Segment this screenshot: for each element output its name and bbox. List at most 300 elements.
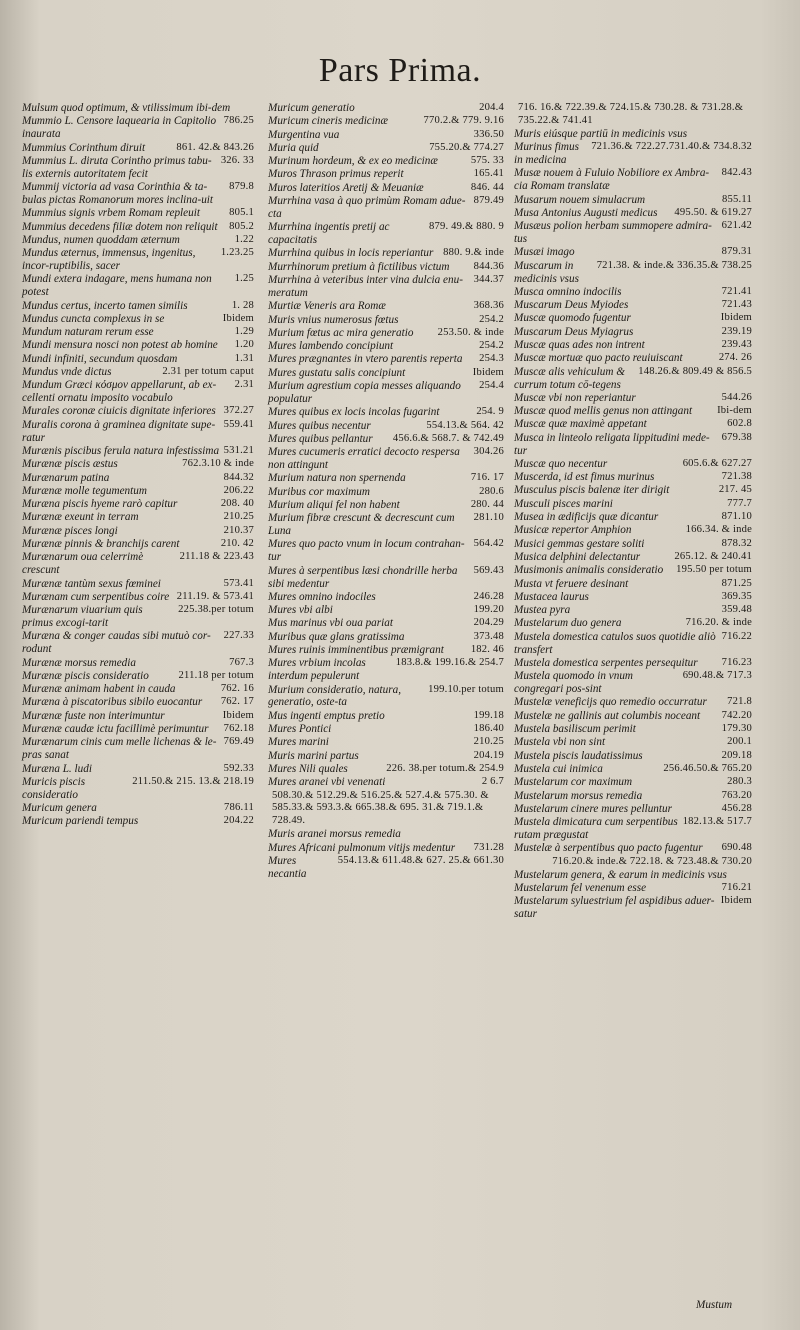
index-entry-reference: 1.22 — [234, 233, 254, 245]
page-title: Pars Prima. — [318, 52, 482, 89]
index-entry — [268, 644, 504, 657]
index-entry-reference: 721.36.& 722.27.731.40.& 734.8.32 — [591, 141, 752, 153]
index-entry — [514, 299, 752, 312]
index-entry-text: Murænarum cinis cum melle lichenas & le-pras sanat — [22, 736, 217, 762]
index-entry — [268, 486, 504, 499]
index-entry — [22, 247, 254, 273]
index-entry-reference: Ibidem — [222, 709, 254, 721]
index-entry-reference: 879.49 — [473, 195, 504, 207]
index-entry — [22, 353, 254, 366]
index-entry — [514, 432, 752, 458]
index-entry-text: Musca omnino indocilis — [514, 285, 622, 298]
index-entry-reference: 456.6.& 568.7. & 742.49 — [392, 432, 504, 444]
index-entry-text: Muscarum Deus Myiagrus — [514, 325, 634, 338]
index-entry — [514, 763, 752, 776]
index-entry — [514, 246, 752, 259]
index-entry-text: Murænis piscibus ferula natura infestissima — [22, 444, 220, 457]
index-entry-text: Musculus piscis balenæ iter dirigit — [514, 484, 670, 497]
index-entry-text: Muricum genera — [22, 802, 97, 815]
index-entry-text: Mundum naturam rerum esse — [22, 326, 154, 339]
index-entry — [22, 776, 254, 802]
index-entry-text: Mustela piscis laudatissimus — [514, 749, 643, 762]
index-entry-text: Mundus cuncta complexus in se — [22, 312, 165, 325]
index-entry — [22, 339, 254, 352]
index-entry-text: Mustelarum duo genera — [514, 617, 622, 630]
index-entry — [22, 273, 254, 299]
index-entry-reference: 204.22 — [223, 815, 254, 827]
index-entry-reference: 253.50. & inde — [437, 326, 504, 338]
index-entry-reference: 199.10.per totum — [428, 683, 504, 695]
index-entry — [514, 882, 752, 895]
index-entry-text: Musæus polion herbam summopere admira-tus — [514, 220, 712, 246]
index-entry — [514, 352, 752, 365]
index-entry — [514, 736, 752, 749]
index-entry — [22, 498, 254, 511]
index-entry-text: Mures gustatu salis concipiunt — [268, 366, 406, 379]
index-column-1 — [22, 102, 254, 829]
index-entry-text: Murgentina vua — [268, 128, 340, 141]
index-entry — [268, 790, 504, 842]
index-entry-text: Musea in ædificijs quæ dicantur — [514, 511, 659, 524]
index-entry-text: Muralis corona à graminea dignitate supe-ratur — [22, 418, 216, 444]
index-entry — [22, 802, 254, 815]
index-entry-text: Muscarum Deus Myiodes — [514, 299, 629, 312]
index-entry-text: Mundi mensura nosci non potest ab homine — [22, 339, 218, 352]
index-entry-text: Murium fibræ crescunt & decrescunt cum Luna — [268, 512, 455, 538]
index-entry — [22, 221, 254, 234]
index-entry-reference: 166.34. & inde — [685, 524, 752, 536]
index-entry-text: Murænæ piscis consideratio — [22, 669, 149, 682]
index-entry-reference: 716. 16.& 722.39.& 724.15.& 730.28. & 731.28.& 735.22.& 741.41 — [518, 102, 744, 126]
index-entry — [22, 142, 254, 155]
index-entry-reference: 679.38 — [721, 431, 752, 443]
index-entry — [22, 181, 254, 207]
index-entry-text: Murænæ pinnis & branchijs carent — [22, 538, 180, 551]
index-entry-text: Mures ruinis imminentibus præmigrant — [268, 644, 444, 657]
index-entry-reference: 211.18 per totum — [178, 669, 254, 681]
index-entry — [514, 312, 752, 325]
index-entry — [268, 221, 504, 247]
index-entry — [514, 511, 752, 524]
index-entry-text: Mundus æternus, immensus, ingenitus, incor-ruptibilis, sacer — [22, 247, 196, 272]
index-entry — [514, 591, 752, 604]
index-entry-text: Mummio L. Censore laquearia in Capitolio inaurata — [22, 115, 217, 141]
index-entry — [22, 458, 254, 471]
index-entry-reference: 573.41 — [223, 577, 254, 589]
index-entry-text: Murium agrestium copia messes aliquando populatur — [268, 380, 461, 405]
index-entry — [22, 683, 254, 696]
index-entry-text: Murinus fimus in medicina — [514, 141, 579, 167]
index-entry-reference: 227.33 — [223, 630, 254, 642]
index-entry-text: Musa Antonius Augusti medicus — [514, 206, 658, 219]
index-entry-reference: 777.7 — [727, 497, 752, 509]
index-entry — [268, 723, 504, 736]
index-entry — [22, 102, 254, 115]
index-entry — [514, 458, 752, 471]
index-entry — [22, 313, 254, 326]
index-entry-text: Mures vrbium incolas interdum pepulerunt — [268, 657, 366, 683]
index-entry-text: Mustelarum morsus remedia — [514, 789, 643, 802]
index-entry-text: Muscarum in medicinis vsus — [514, 259, 579, 285]
index-entry — [268, 155, 504, 168]
index-entry-reference: 280. 44 — [470, 498, 504, 510]
index-entry-reference: 265.12. & 240.41 — [674, 550, 752, 562]
index-entry-text: Musicæ repertor Amphion — [514, 524, 632, 537]
index-entry-text: Muribus cor maximum — [268, 485, 370, 498]
index-entry — [268, 763, 504, 776]
index-entry-reference: 770.2.& 779. 9.16 — [423, 115, 504, 127]
index-entry — [268, 538, 504, 564]
index-entry — [22, 115, 254, 141]
index-entry-reference: 246.28 — [473, 590, 504, 602]
index-entry-text: Mustelæ ne gallinis aut columbis noceant — [514, 709, 701, 722]
index-entry-text: Murales coronæ ciuicis dignitate inferiores — [22, 405, 216, 418]
index-entry-reference: 880. 9.& inde — [443, 247, 504, 259]
index-entry-reference: Ibidem — [720, 895, 752, 907]
index-entry — [514, 220, 752, 246]
index-entry — [514, 194, 752, 207]
index-entry-text: Muscæ quæ maximè appetant — [514, 418, 647, 431]
index-entry-reference: 210.37 — [223, 524, 254, 536]
index-entry-reference: 879.31 — [721, 246, 752, 258]
index-entry-text: Muris marini partus — [268, 749, 359, 762]
index-entry — [268, 591, 504, 604]
index-entry-reference: 871.25 — [721, 577, 752, 589]
index-entry-text: Muricum cineris medicinæ — [268, 115, 388, 128]
index-entry-text: Mummius Corinthum diruit — [22, 141, 146, 154]
index-entry-reference: 254.2 — [479, 340, 504, 352]
index-entry — [268, 340, 504, 353]
index-entry — [514, 286, 752, 299]
index-entry-reference: 508.30.& 512.29.& 516.25.& 527.4.& 575.30. & 585.33.& 593.3.& 665.38.& 695. 31.& 719.1.& 728.49. — [272, 789, 489, 827]
index-entry — [514, 471, 752, 484]
index-entry-text: Murænæ piscis æstus — [22, 458, 118, 471]
index-entry-reference: 805.2 — [229, 220, 254, 232]
index-entry-reference: 721.8 — [727, 696, 752, 708]
index-entry — [268, 472, 504, 485]
index-entry-text: Murænarum oua celerrimè crescunt — [22, 551, 144, 577]
index-entry — [22, 300, 254, 313]
index-entry-reference: 879.8 — [229, 181, 254, 192]
index-entry-text: Mustela vbi non sint — [514, 736, 606, 749]
index-entry-text: Mures vbi albi — [268, 604, 333, 617]
index-entry — [22, 379, 254, 405]
index-entry-text: Mures quibus ex locis incolas fugarint — [268, 406, 440, 419]
index-entry-reference: 592.33 — [223, 762, 254, 774]
index-entry-text: Murænæ fuste non interimuntur — [22, 709, 165, 722]
index-entry — [268, 300, 504, 313]
index-entry-text: Mustelæ à serpentibus quo pacto fugentur — [514, 842, 703, 855]
index-entry-reference: 1.25 — [234, 273, 254, 285]
index-entry-text: Musici gemmas gestare soliti — [514, 537, 645, 550]
index-entry-text: Murium fœtus ac mira generatio — [268, 326, 414, 339]
index-entry-text: Muricum generatio — [268, 102, 355, 114]
index-entry-text: Muris eiúsque partiū in medicinis vsus — [514, 127, 688, 140]
index-entry — [268, 776, 504, 789]
index-entry-reference: 844.32 — [223, 471, 254, 483]
index-entry-text: Mummius L. diruta Corintho primus tabu-lis externis autoritatem fecit — [22, 154, 212, 180]
index-entry — [22, 538, 254, 551]
index-entry — [22, 551, 254, 577]
index-entry-reference: 206.22 — [223, 484, 254, 496]
index-entry-text: Murænæ caudæ ictu facillimè perimuntur — [22, 723, 209, 736]
index-entry-text: Mures quo pacto vnum in locum contrahan-tur — [268, 538, 465, 564]
index-entry — [514, 696, 752, 709]
index-entry-text: Muscæ quomodo fugentur — [514, 312, 631, 325]
index-entry-text: Mustacea laurus — [514, 590, 589, 603]
index-entry-reference: 786.25 — [223, 115, 254, 127]
index-entry-reference: 762. 17 — [220, 696, 254, 708]
index-entry-reference: 211.50.& 215. 13.& 218.19 — [132, 775, 254, 787]
index-entry — [268, 274, 504, 300]
index-entry-text: Musculi pisces marini — [514, 497, 613, 510]
index-entry — [22, 525, 254, 538]
index-entry-reference: 226. 38.per totum.& 254.9 — [386, 762, 504, 774]
index-entry-text: Mustela dimicatura cum serpentibus rutam prægustat — [514, 816, 678, 842]
index-entry — [268, 406, 504, 419]
index-entry-reference: 621.42 — [721, 220, 752, 232]
index-entry-text: Murænarum viuarium quis primus excogi-tarit — [22, 604, 143, 630]
index-entry — [514, 484, 752, 497]
index-entry-reference: 495.50. & 619.27 — [674, 206, 752, 218]
index-entry-text: Mundus, numen quoddam æternum — [22, 233, 180, 246]
index-entry — [22, 630, 254, 656]
index-entry-reference: 1.23.25 — [220, 247, 254, 259]
index-entry-reference: 554.13.& 611.48.& 627. 25.& 661.30 — [337, 854, 504, 866]
index-entry-text: Muræna & conger caudas sibi mutuò cor-rodunt — [22, 630, 211, 656]
index-entry — [514, 578, 752, 591]
index-entry-reference: 721.38. & inde.& 336.35.& 738.25 — [596, 259, 752, 271]
index-entry-text: Mures Nili quales — [268, 762, 348, 775]
index-entry-text: Muræna à piscatoribus sibilo euocantur — [22, 696, 203, 709]
index-entry — [22, 511, 254, 524]
index-entry-text: Mures cucumeris erratici decocto respersa non attingunt — [268, 446, 460, 472]
index-entry-text: Mummius decedens filiæ dotem non reliquit — [22, 220, 218, 233]
index-entry-text: Muscæ vbi non reperiantur — [514, 391, 636, 404]
index-entry-reference: 544.26 — [721, 391, 752, 403]
index-entry-reference: 731.28 — [473, 841, 504, 853]
index-entry-text: Murænæ morsus remedia — [22, 656, 136, 669]
index-entry-text: Muscæ alis vehiculum & currum totum cō-tegens — [514, 365, 625, 391]
index-entry-reference: 204.4 — [479, 102, 504, 113]
index-entry-text: Mustelarum cinere mures pelluntur — [514, 802, 672, 815]
index-entry-text: Muros lateritios Aretij & Meuaniæ — [268, 181, 424, 194]
index-entry-text: Murænarum patina — [22, 471, 110, 484]
index-entry — [268, 736, 504, 749]
index-entry-reference: 344.37 — [473, 274, 504, 286]
index-entry-text: Muricis piscis consideratio — [22, 775, 86, 801]
index-entry-reference: 326. 33 — [220, 154, 254, 166]
index-entry — [514, 366, 752, 392]
index-entry-text: Murrhina vasa à quo primùm Romam adue-cta — [268, 195, 466, 220]
index-entry-reference: 359.48 — [721, 604, 752, 616]
index-entry-reference: 786.11 — [224, 802, 254, 814]
index-entry-reference: Ibidem — [222, 312, 254, 324]
index-entry-reference: 1.31 — [234, 352, 254, 364]
index-entry-text: Mures quibus pellantur — [268, 432, 373, 445]
index-entry-text: Murrhinorum pretium à fictilibus victum — [268, 260, 450, 273]
index-entry-reference: 373.48 — [473, 630, 504, 642]
index-entry-text: Mustelarum fel venenum esse — [514, 881, 647, 894]
index-entry — [268, 710, 504, 723]
index-entry — [514, 816, 752, 842]
index-entry-reference: Ibidem — [472, 366, 504, 378]
index-entry-text: Murium aliqui fel non habent — [268, 498, 400, 511]
index-entry — [268, 499, 504, 512]
index-entry — [22, 155, 254, 181]
index-entry-text: Musimonis animalis consideratio — [514, 564, 664, 577]
index-entry-reference: 217. 45 — [718, 484, 752, 496]
index-entry — [514, 141, 752, 167]
index-entry — [514, 723, 752, 736]
index-entry-reference: 2.31 — [234, 379, 254, 391]
index-entry-reference: 200.1 — [727, 736, 752, 748]
index-entry-reference: 195.50 per totum — [676, 564, 752, 576]
index-entry-reference: 254.4 — [479, 380, 504, 392]
index-entry-text: Muribus quæ glans gratissima — [268, 630, 405, 643]
index-entry — [514, 551, 752, 564]
index-entry — [22, 815, 254, 828]
index-entry-reference: 256.46.50.& 765.20 — [663, 762, 752, 774]
index-column-3 — [514, 102, 752, 921]
index-entry-text: Mures Pontici — [268, 723, 332, 736]
index-entry-text: Mundus vnde dictus — [22, 365, 112, 378]
catchword: Mustum — [696, 1299, 733, 1311]
index-entry-reference: 211.18 & 223.43 — [179, 551, 254, 563]
index-entry-text: Muscerda, id est fimus murinus — [514, 471, 655, 484]
index-entry — [268, 617, 504, 630]
index-entry — [22, 405, 254, 418]
index-entry-reference: 861. 42.& 843.26 — [176, 141, 254, 153]
index-entry — [268, 842, 504, 855]
index-entry-reference: 716.21 — [721, 881, 752, 893]
index-entry-text: Murium natura non spernenda — [268, 472, 406, 485]
index-entry-reference: 855.11 — [722, 193, 752, 205]
index-entry — [514, 710, 752, 723]
index-entry-text: Murænæ animam habent in cauda — [22, 683, 176, 696]
index-entry-text: Mustela domestica catulos suos quotidie aliò transfert — [514, 630, 716, 656]
index-entry-text: Mustelæ veneficijs quo remedio occurratur — [514, 696, 707, 709]
index-entry-text: Mures aranei vbi venenati — [268, 776, 386, 789]
index-entry-text: Mures lambendo concipiunt — [268, 340, 394, 353]
index-entry-reference: 721.43 — [721, 299, 752, 311]
index-entry-text: Mundi extera indagare, mens humana non potest — [22, 273, 212, 299]
index-entry-reference: 762. 16 — [220, 683, 254, 695]
index-entry-reference: 2.31 per totum caput — [162, 365, 254, 377]
index-entry-reference: 165.41 — [473, 168, 504, 180]
index-entry-text: Murtiæ Veneris ara Romæ — [268, 300, 386, 313]
index-entry — [268, 102, 504, 115]
index-entry — [268, 565, 504, 591]
index-column-2 — [268, 102, 504, 881]
index-entry-text: Mulsum quod optimum, & vtilissimum ibi-dem — [22, 102, 231, 114]
index-entry-reference: 1.20 — [234, 339, 254, 351]
index-entry-text: Murænam cum serpentibus coire — [22, 590, 170, 603]
index-entry-reference: 369.35 — [721, 590, 752, 602]
index-entry-reference: 199.18 — [473, 709, 504, 721]
index-entry-text: Mundum Græci κόσμον appellarunt, ab ex-cellenti ornatu imposito vocabulo — [22, 379, 217, 405]
index-entry — [514, 167, 752, 193]
index-entry — [268, 115, 504, 128]
index-entry — [268, 327, 504, 340]
index-entry-text: Mures necantia — [268, 854, 307, 880]
index-entry-reference: 179.30 — [721, 723, 752, 735]
index-entry-text: Mummius signis vrbem Romam repleuit — [22, 207, 200, 220]
index-entry-reference: 721.41 — [721, 285, 752, 297]
index-entry-text: Murinum hordeum, & ex eo medicinæ — [268, 155, 438, 168]
index-entry — [268, 750, 504, 763]
index-entry-reference: 210.25 — [223, 511, 254, 523]
index-entry — [268, 182, 504, 195]
index-entry-reference: 239.19 — [721, 325, 752, 337]
index-entry — [268, 314, 504, 327]
index-entry-text: Murænæ pisces longi — [22, 524, 118, 537]
index-entry-text: Muris aranei morsus remedia — [268, 828, 401, 841]
index-entry-reference: 210.25 — [473, 736, 504, 748]
index-entry — [22, 604, 254, 630]
index-entry-reference: 716. 17 — [470, 472, 504, 484]
index-entry — [22, 207, 254, 220]
index-entry-reference: 186.40 — [473, 723, 504, 735]
index-entry — [268, 247, 504, 260]
index-entry-reference: 716.20.& inde.& 722.18. & 723.48.& 730.20 — [552, 855, 752, 867]
index-entry-reference: 2 6.7 — [481, 776, 504, 788]
index-entry-text: Muros Thrason primus reperit — [268, 168, 404, 181]
index-entry-reference: 846. 44 — [470, 181, 504, 193]
index-entry-text: Musæi imago — [514, 246, 575, 259]
index-entry-text: Mustela domestica serpentes persequitur — [514, 656, 698, 669]
index-entry — [268, 446, 504, 472]
index-entry-reference: 148.26.& 809.49 & 856.5 — [638, 365, 752, 377]
index-entry-reference: 871.10 — [721, 511, 752, 523]
index-entry-reference: 368.36 — [473, 300, 504, 312]
index-entry-text: Mures prægnantes in vtero parentis reperta — [268, 353, 463, 366]
index-entry — [514, 339, 752, 352]
index-entry — [514, 895, 752, 921]
index-entry-text: Muria quid — [268, 141, 319, 154]
index-entry-text: Muris vnius numerosus fœtus — [268, 313, 399, 326]
index-entry — [514, 524, 752, 537]
index-entry-reference: 274. 26 — [718, 352, 752, 364]
index-entry-reference: 690.48.& 717.3 — [682, 670, 752, 682]
index-entry-reference: 769.49 — [223, 736, 254, 748]
index-entry-text: Muscæ quas ades non intrent — [514, 339, 645, 351]
index-entry — [22, 591, 254, 604]
index-entry — [268, 261, 504, 274]
index-entry — [22, 736, 254, 762]
index-entry-reference: 209.18 — [721, 749, 752, 761]
index-entry-reference: 254.2 — [479, 313, 504, 325]
index-entry — [268, 657, 504, 683]
index-entry-reference: 281.10 — [473, 512, 504, 524]
index-entry-text: Muræna L. ludi — [22, 762, 92, 775]
index-entry-text: Murænæ exeunt in terram — [22, 511, 139, 524]
index-entry — [22, 710, 254, 723]
index-entry-text: Mustela cui inimica — [514, 762, 603, 775]
index-entry — [22, 723, 254, 736]
index-entry-reference: Ibidem — [720, 312, 752, 324]
index-entry-reference: 372.27 — [223, 405, 254, 417]
index-entry-reference: 742.20 — [721, 709, 752, 721]
index-entry-reference: 716.22 — [721, 630, 752, 642]
index-entry — [514, 657, 752, 670]
index-entry-reference: 211.19. & 573.41 — [176, 590, 254, 602]
index-entry — [268, 631, 504, 644]
index-entry-reference: 210. 42 — [220, 538, 254, 550]
index-entry-text: Mustela quomodo in vnum congregari pos-sint — [514, 670, 634, 696]
index-entry — [514, 750, 752, 763]
index-entry-reference: 716.20. & inde — [685, 617, 752, 629]
